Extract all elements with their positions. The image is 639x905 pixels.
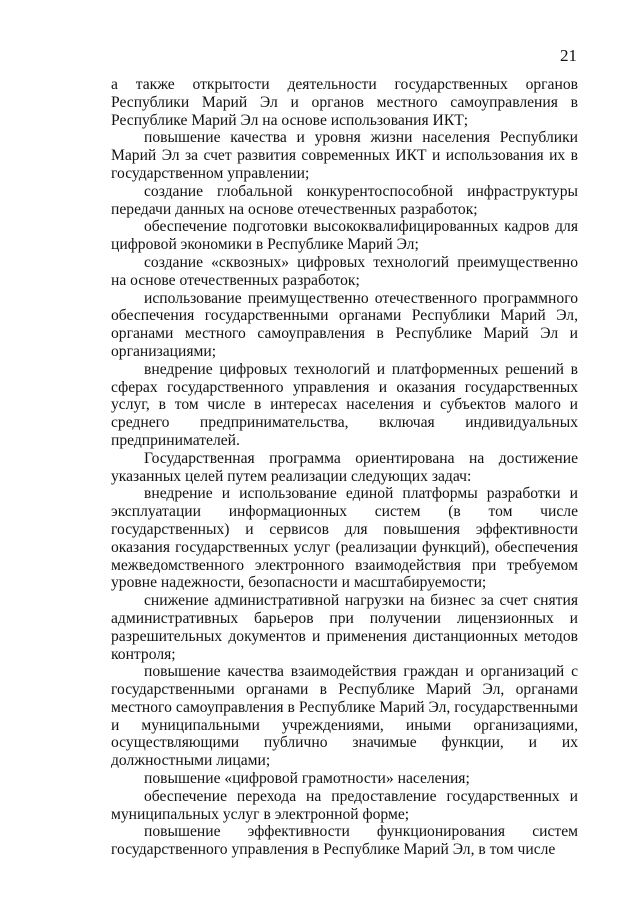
paragraph: внедрение цифровых технологий и платформенных решений в сферах государственного управления и оказания государственных услуг, в том числе в интересах населения и субъектов малого и среднего предпринимательства, включая индивидуальных предпринимателей.: [111, 360, 578, 449]
body-text: [111, 76, 578, 859]
page-number: 21: [560, 46, 577, 65]
paragraph: создание глобальной конкурентоспособной инфраструктуры передачи данных на основе отечественных разработок;: [111, 182, 578, 218]
paragraph: внедрение и использование единой платформы разработки и эксплуатации информационных систем (в том числе государственных) и сервисов для повышения эффективности оказания государственных услуг (реализации функций), обеспечения межведомственного электронного взаимодействия при требуемом уровне надежности, безопасности и масштабируемости;: [111, 485, 578, 592]
paragraph: обеспечение перехода на предоставление государственных и муниципальных услуг в электронной форме;: [111, 787, 578, 823]
paragraph: использование преимущественно отечественного программного обеспечения государственными органами Республики Марий Эл, органами местного самоуправления в Республике Марий Эл и организациями;: [111, 289, 578, 360]
paragraph: а также открытости деятельности государственных органов Республики Марий Эл и органов местного самоуправления в Республике Марий Эл на основе использования ИКТ;: [111, 76, 578, 129]
paragraph: повышение качества и уровня жизни населения Республики Марий Эл за счет развития современных ИКТ и использования их в государственном управлении;: [111, 129, 578, 182]
paragraph: повышение качества взаимодействия граждан и организаций с государственными органами в Республике Марий Эл, органами местного самоуправления в Республике Марий Эл, государственными и муниципальными учреждениями, иными организациями, осуществляющими публично значимые функции, и их должностными лицами;: [111, 663, 578, 770]
paragraph: снижение административной нагрузки на бизнес за счет снятия административных барьеров при получении лицензионных и разрешительных документов и применения дистанционных методов контроля;: [111, 592, 578, 663]
paragraph: обеспечение подготовки высококвалифицированных кадров для цифровой экономики в Республике Марий Эл;: [111, 218, 578, 254]
paragraph: Государственная программа ориентирована на достижение указанных целей путем реализации следующих задач:: [111, 449, 578, 485]
paragraph: создание «сквозных» цифровых технологий преимущественно на основе отечественных разработок;: [111, 253, 578, 289]
paragraph: повышение эффективности функционирования систем государственного управления в Республике Марий Эл, в том числе: [111, 823, 578, 859]
paragraph: повышение «цифровой грамотности» населения;: [144, 770, 470, 788]
